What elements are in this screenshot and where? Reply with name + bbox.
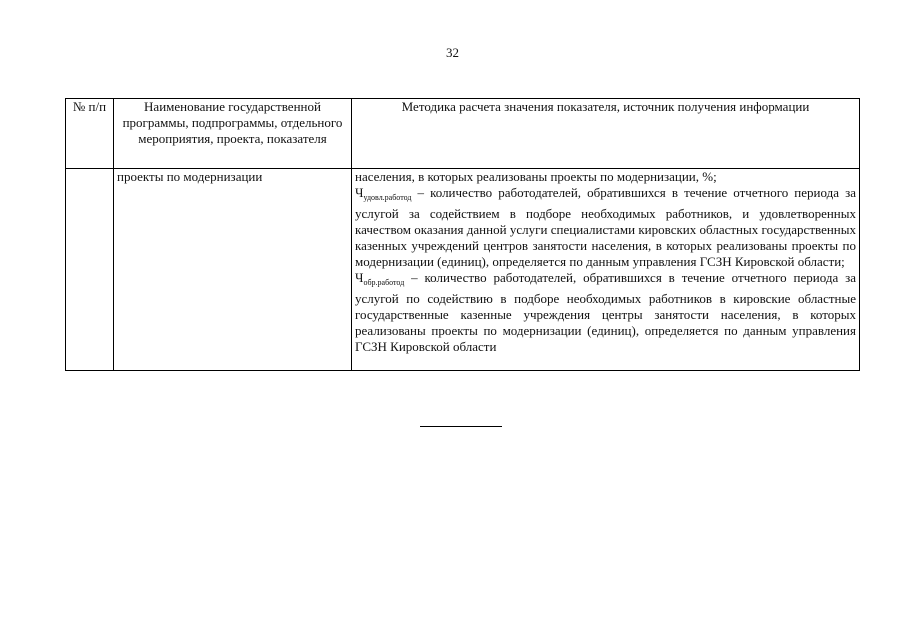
variable-2-subscript: обр.работод	[363, 278, 405, 287]
page-number: 32	[446, 45, 459, 60]
row-name-cell: проекты по модернизации	[114, 169, 352, 371]
variable-2-text: – количество работодателей, обратившихся в течение отчетного периода за услугой по содействию в подборе необходимых работников в кировские областные государственные казенные учреждения центры занятости населения, в которых реализованы проекты по модернизации (единиц), определяется по данным управления ГСЗН Кировской области	[355, 270, 856, 354]
header-name: Наименование государственной программы, подпрограммы, отдельного мероприятия, проекта, показателя	[114, 99, 352, 169]
variable-1-subscript: удовл.работод	[363, 193, 412, 202]
variable-1-definition	[355, 185, 856, 270]
variable-2-symbol: Ч	[355, 270, 364, 285]
variable-2-definition	[355, 270, 856, 355]
table-header-row	[66, 99, 860, 169]
row-method-cell	[352, 169, 860, 371]
header-number: № п/п	[66, 99, 114, 169]
variable-1-symbol: Ч	[355, 185, 364, 200]
method-line-1: населения, в которых реализованы проекты по модернизации, %;	[355, 169, 717, 184]
separator-line	[420, 426, 502, 427]
variable-1-text: – количество работодателей, обратившихся в течение отчетного периода за услугой за содействием в подборе необходимых работников, и удовлетворенных качеством оказания данной услуги специалистами кировских областных государственных казенных учреждений центров занятости населения, в которых реализованы проекты по модернизации (единиц), определяется по данным управления ГСЗН Кировской области;	[355, 185, 856, 269]
indicator-table	[65, 98, 860, 371]
row-number-cell	[66, 169, 114, 371]
table-row	[66, 169, 860, 371]
header-method: Методика расчета значения показателя, источник получения информации	[352, 99, 860, 169]
